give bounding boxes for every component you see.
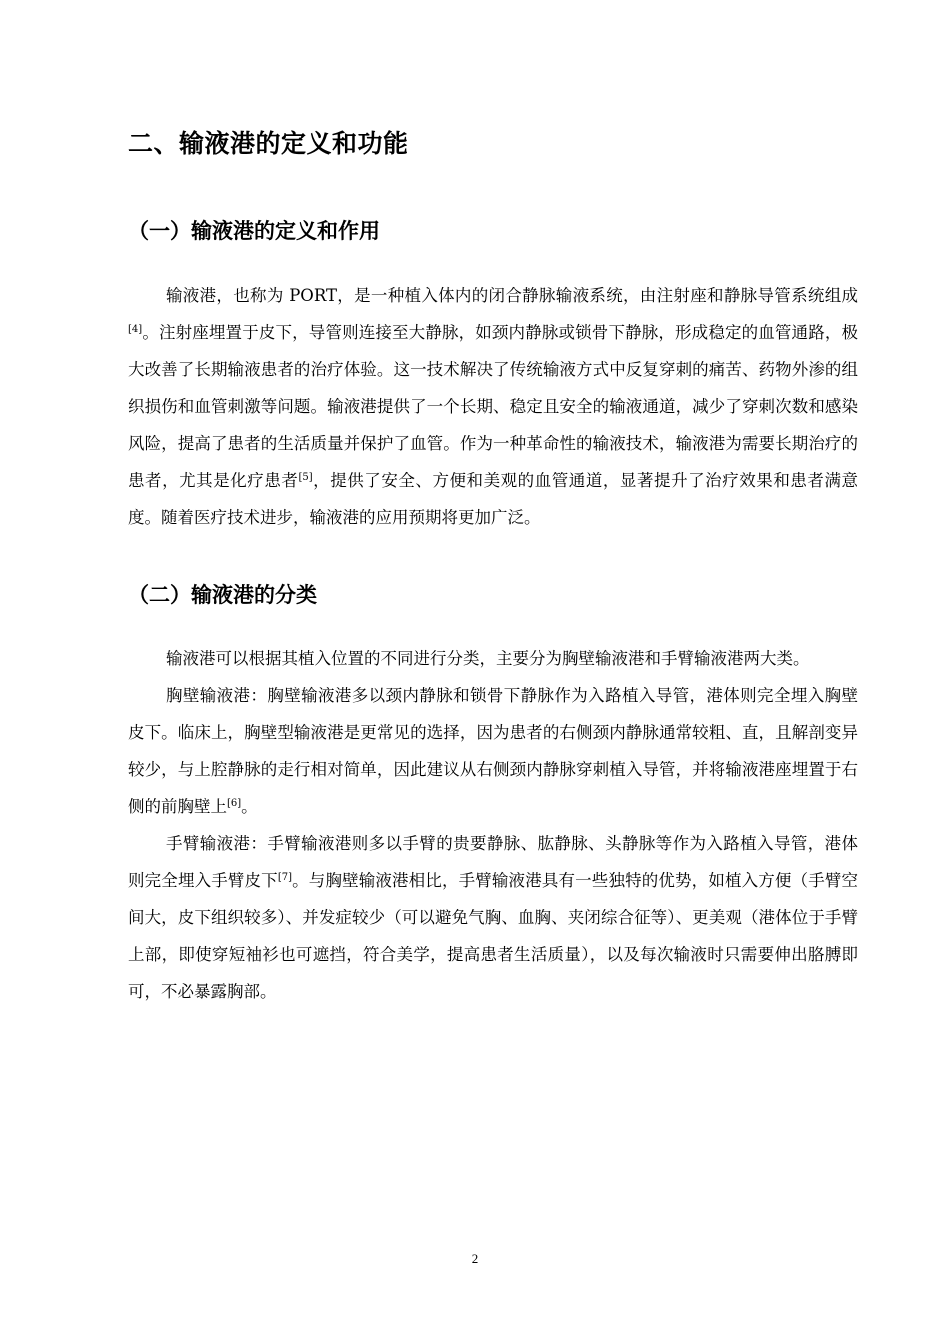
paragraph-text: 。与胸壁输液港相比，手臂输液港具有一些独特的优势，如植入方便（手臂空间大，皮下组织较多）、并发症较少（可以避免气胸、血胸、夹闭综合征等）、更美观（港体位于手臂上部，即使穿短袖衫也可遮挡，符合美学，提高患者生活质量），以及每次输液时只需要伸出胳膊即可，不必暴露胸部。 bbox=[128, 871, 859, 1001]
page-number: 2 bbox=[471, 1251, 479, 1266]
paragraph-text: 输液港可以根据其植入位置的不同进行分类，主要分为胸壁输液港和手臂输液港两大类。 bbox=[166, 649, 810, 668]
paragraph-text: 。 bbox=[241, 797, 258, 816]
citation-ref: [7] bbox=[277, 872, 292, 883]
page-content bbox=[128, 124, 858, 1010]
paragraph-text: 胸壁输液港：胸壁输液港多以颈内静脉和锁骨下静脉作为入路植入导管，港体则完全埋入胸壁皮下。临床上，胸壁型输液港是更常见的选择，因为患者的右侧颈内静脉通常较粗、直，且解剖变异较少，与上腔静脉的走行相对简单，因此建议从右侧颈内静脉穿刺植入导管，并将输液港座埋置于右侧的前胸壁上 bbox=[128, 686, 858, 816]
citation-ref: [4] bbox=[128, 324, 143, 335]
paragraph bbox=[128, 640, 858, 677]
section-heading: （二）输液港的分类 bbox=[128, 583, 317, 607]
paragraph bbox=[128, 825, 858, 1010]
paragraph-text: 。注射座埋置于皮下，导管则连接至大静脉，如颈内静脉或锁骨下静脉，形成稳定的血管通路，极大改善了长期输液患者的治疗体验。这一技术解决了传统输液方式中反复穿刺的痛苦、药物外渗的组织损伤和血管刺激等问题。输液港提供了一个长期、稳定且安全的输液通道，减少了穿刺次数和感染风险，提高了患者的生活质量并保护了血管。作为一种革命性的输液技术，输液港为需要长期治疗的患者，尤其是化疗患者 bbox=[128, 323, 858, 490]
paragraph-text: 输液港，也称为 PORT，是一种植入体内的闭合静脉输液系统，由注射座和静脉导管系统组成 bbox=[166, 286, 858, 305]
paragraph bbox=[128, 277, 858, 536]
paragraph bbox=[128, 677, 858, 825]
citation-ref: [5] bbox=[298, 472, 313, 483]
paragraph-text: ，提供了安全、方便和美观的血管通道，显著提升了治疗效果和患者满意度。随着医疗技术进步，输液港的应用预期将更加广泛。 bbox=[128, 471, 859, 527]
citation-ref: [6] bbox=[227, 798, 242, 809]
section-heading: （一）输液港的定义和作用 bbox=[128, 219, 380, 243]
paragraph-text: 手臂输液港：手臂输液港则多以手臂的贵要静脉、肱静脉、头静脉等作为入路植入导管，港体则完全埋入手臂皮下 bbox=[128, 834, 858, 890]
chapter-heading: 二、输液港的定义和功能 bbox=[128, 129, 409, 158]
